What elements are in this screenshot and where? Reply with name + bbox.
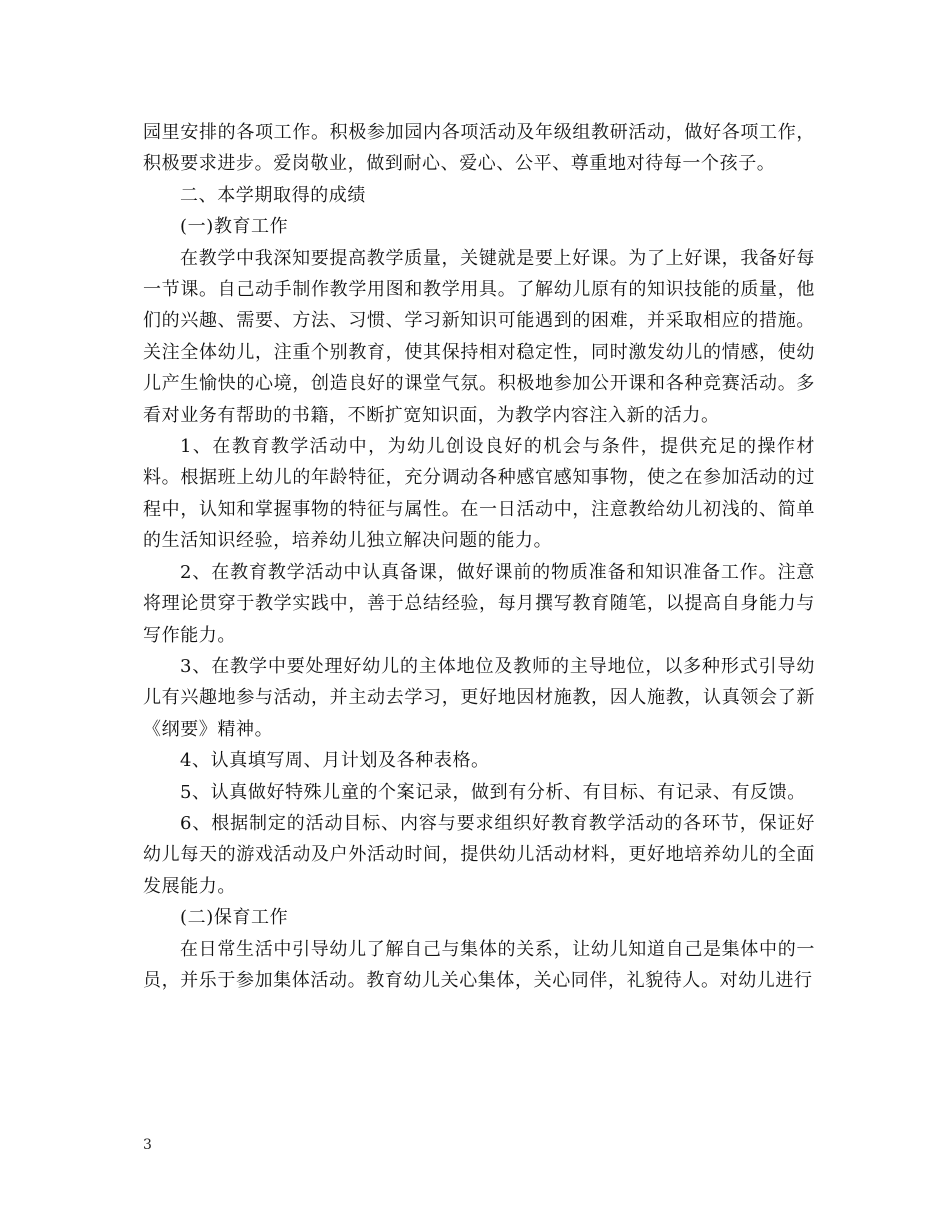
subsection-heading-care: (二)保育工作 xyxy=(180,907,289,929)
section-heading-achievements: 二、本学期取得的成绩 xyxy=(180,184,366,206)
paragraph-daily-life: 在日常生活中引导幼儿了解自己与集体的关系，让幼儿知道自己是集体中的一员，并乐于参加集体活动。教育幼儿关心集体，关心同伴，礼貌待人。对幼儿进行 xyxy=(143,938,815,991)
list-item-1: 1、在教育教学活动中，为幼儿创设良好的机会与条件，提供充足的操作材料。根据班上幼儿的年龄特征，充分调动各种感官感知事物，使之在参加活动的过程中，认知和掌握事物的特征与属性。在一日活动中，注意教给幼儿初浅的、简单的生活知识经验，培养幼儿独立解决问题的能力。 xyxy=(143,436,815,552)
list-item-4: 4、认真填写周、月计划及各种表格。 xyxy=(180,750,490,772)
paragraph-continuation: 园里安排的各项工作。积极参加园内各项活动及年级组教研活动，做好各项工作，积极要求进步。爱岗敬业，做到耐心、爱心、公平、尊重地对待每一个孩子。 xyxy=(143,122,815,175)
page-body xyxy=(143,117,815,996)
list-item-5: 5、认真做好特殊儿童的个案记录，做到有分析、有目标、有记录、有反馈。 xyxy=(180,781,806,803)
page-number: 3 xyxy=(143,1137,152,1153)
list-item-6: 6、根据制定的活动目标、内容与要求组织好教育教学活动的各环节，保证好幼儿每天的游戏活动及户外活动时间，提供幼儿活动材料，更好地培养幼儿的全面发展能力。 xyxy=(143,812,815,897)
paragraph-teaching-quality: 在教学中我深知要提高教学质量，关键就是要上好课。为了上好课，我备好每一节课。自己动手制作教学用图和教学用具。了解幼儿原有的知识技能的质量，他们的兴趣、需要、方法、习惯、学习新知识可能遇到的困难，并采取相应的措施。关注全体幼儿，注重个别教育，使其保持相对稳定性，同时激发幼儿的情感，使幼儿产生愉快的心境，创造良好的课堂气氛。积极地参加公开课和各种竞赛活动。多看对业务有帮助的书籍，不断扩宽知识面，为教学内容注入新的活力。 xyxy=(143,247,815,426)
list-item-2: 2、在教育教学活动中认真备课，做好课前的物质准备和知识准备工作。注意将理论贯穿于教学实践中，善于总结经验，每月撰写教育随笔，以提高自身能力与写作能力。 xyxy=(143,561,815,646)
list-item-3: 3、在教学中要处理好幼儿的主体地位及教师的主导地位，以多种形式引导幼儿有兴趣地参与活动，并主动去学习，更好地因材施教，因人施教，认真领会了新《纲要》精神。 xyxy=(143,655,815,740)
subsection-heading-education: (一)教育工作 xyxy=(180,216,289,238)
